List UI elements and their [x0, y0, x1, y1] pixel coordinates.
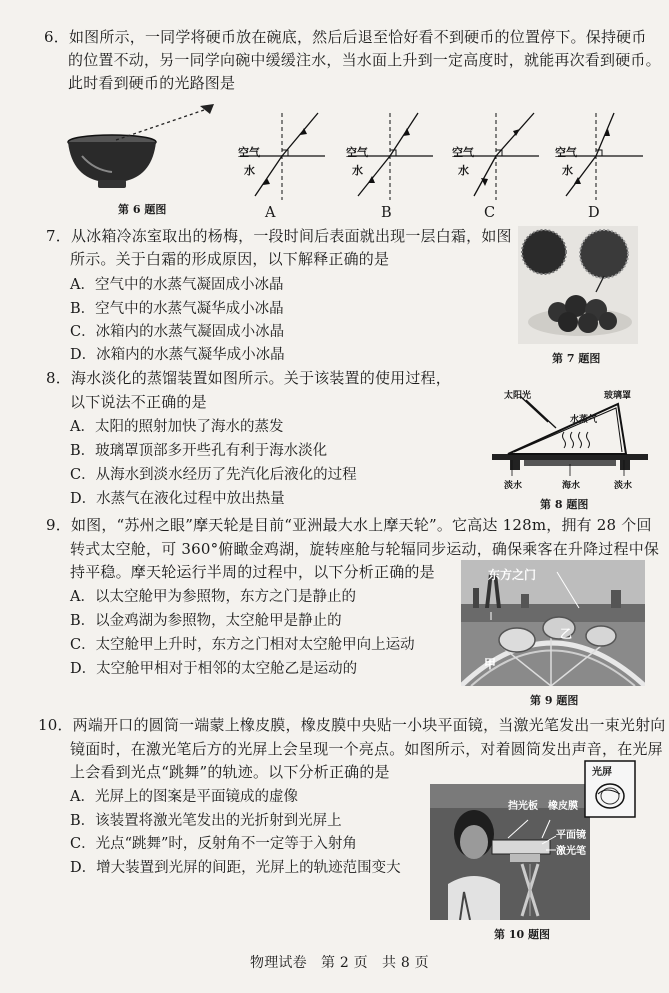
- q6-air-label-d: 空气: [555, 146, 577, 159]
- q10-option-d: D．增大装置到光屏的间距，光屏上的轨迹范围变大: [70, 860, 401, 876]
- q9-option-d: D．太空舱甲相对于相邻的太空舱乙是运动的: [70, 661, 358, 677]
- q10-option-a: A．光屏上的图案是平面镜成的虚像: [70, 789, 298, 805]
- q8-sun-label: 太阳光: [504, 391, 532, 401]
- q7-option-d: D．冰箱内的水蒸气凝华成小冰晶: [70, 347, 285, 363]
- q9-cabin-a-label: 甲: [484, 657, 497, 671]
- q6-water-label-a: 水: [244, 164, 255, 177]
- q10-option-b: B．该装置将激光笔发出的光折射到光屏上: [70, 813, 342, 829]
- page-footer: 物理试卷 第 2 页 共 8 页: [250, 955, 429, 971]
- q7-caption: 第 7 题图: [552, 352, 601, 365]
- q10-text-line-3: 上会看到光点“跳舞”的轨迹。以下分析正确的是: [70, 763, 390, 781]
- q6-option-d: D: [588, 205, 600, 221]
- q8-option-b: B．玻璃罩顶部多开些孔有利于海水淡化: [70, 443, 328, 459]
- q10-caption: 第 10 题图: [494, 928, 550, 941]
- q8-glass-label: 玻璃罩: [604, 391, 632, 401]
- bowl-figure: [64, 100, 224, 192]
- q8-fresh-water-left-label: 淡水: [504, 481, 523, 491]
- q9-gate-label: 东方之门: [488, 568, 537, 582]
- q10-membrane-label: 橡皮膜: [548, 801, 578, 812]
- q6-option-a: A: [265, 205, 276, 221]
- q8-text-line-2: 以下说法不正确的是: [70, 393, 207, 411]
- q9-caption: 第 9 题图: [530, 694, 579, 707]
- q6-text-line-1: 6．如图所示，一同学将硬币放在碗底，然后后退至恰好看不到硬币的位置停下。保持硬币: [44, 28, 647, 46]
- q9-option-b: B．以金鸡湖为参照物，太空舱甲是静止的: [70, 613, 342, 629]
- q10-baffle-label: 挡光板: [508, 801, 538, 812]
- q9-option-c: C．太空舱甲上升时，东方之门相对太空舱甲向上运动: [70, 637, 415, 653]
- q9-option-a: A．以太空舱甲为参照物，东方之门是静止的: [70, 589, 356, 605]
- q6-caption: 第 6 题图: [118, 203, 167, 216]
- q9-text-line-3: 持平稳。摩天轮运行半周的过程中，以下分析正确的是: [70, 563, 435, 581]
- q8-vapor-label: 水蒸气: [570, 415, 598, 425]
- q7-text-line-1: 7．从冰箱冷冻室取出的杨梅，一段时间后表面就出现一层白霜，如图: [46, 227, 512, 245]
- q6-air-label-b: 空气: [346, 146, 368, 159]
- q6-water-label-c: 水: [458, 164, 469, 177]
- q8-option-a: A．太阳的照射加快了海水的蒸发: [70, 419, 284, 435]
- q10-screen-label: 光屏: [592, 767, 612, 778]
- q6-option-c: C: [484, 205, 496, 221]
- q8-caption: 第 8 题图: [540, 498, 589, 511]
- q6-air-label-c: 空气: [452, 146, 474, 159]
- q8-sea-water-label: 海水: [562, 481, 581, 491]
- q6-text-line-2: 的位置不动，另一同学向碗中缓缓注水，当水面上升到一定高度时，就能再次看到硬币。: [68, 51, 661, 69]
- q10-laser-label: 激光笔: [556, 846, 586, 857]
- q10-mirror-label: 平面镜: [556, 830, 586, 841]
- q10-option-c: C．光点“跳舞”时，反射角不一定等于入射角: [70, 836, 357, 852]
- q7-text-line-2: 所示。关于白霜的形成原因，以下解释正确的是: [70, 250, 390, 268]
- q9-text-line-2: 转式太空舱，可 360°俯瞰金鸡湖，旋转座舱与轮辐同步运动，确保乘客在升降过程中保: [70, 540, 660, 558]
- q7-option-b: B．空气中的水蒸气凝华成小冰晶: [70, 301, 284, 317]
- q6-option-b: B: [381, 205, 392, 221]
- q6-text-line-3: 此时看到硬币的光路图是: [68, 74, 236, 92]
- q8-fresh-water-right-label: 淡水: [614, 481, 633, 491]
- q8-distillation-figure: [490, 388, 650, 490]
- q6-water-label-d: 水: [562, 164, 573, 177]
- q10-text-line-2: 镜面时，在激光笔后方的光屏上会呈现一个亮点。如图所示，对着圆筒发出声音，在光屏: [70, 740, 663, 758]
- q8-text-line-1: 8．海水淡化的蒸馏装置如图所示。关于该装置的使用过程，: [46, 369, 451, 387]
- q9-cabin-b-label: 乙: [560, 627, 573, 641]
- q8-option-c: C．从海水到淡水经历了先汽化后液化的过程: [70, 467, 357, 483]
- q7-bayberry-photo: [518, 226, 638, 344]
- q8-option-d: D．水蒸气在液化过程中放出热量: [70, 491, 285, 507]
- q6-water-label-b: 水: [352, 164, 363, 177]
- q6-air-label-a: 空气: [238, 146, 260, 159]
- q7-option-a: A．空气中的水蒸气凝固成小冰晶: [70, 277, 284, 293]
- q10-text-line-1: 10．两端开口的圆筒一端蒙上橡皮膜，橡皮膜中央贴一小块平面镜，当激光笔发出一束光射向: [38, 716, 666, 734]
- q9-text-line-1: 9．如图，“苏州之眼”摩天轮是目前“亚洲最大水上摩天轮”。它高达 128m，拥有 28 个回: [46, 516, 652, 534]
- q7-option-c: C．冰箱内的水蒸气凝固成小冰晶: [70, 324, 285, 340]
